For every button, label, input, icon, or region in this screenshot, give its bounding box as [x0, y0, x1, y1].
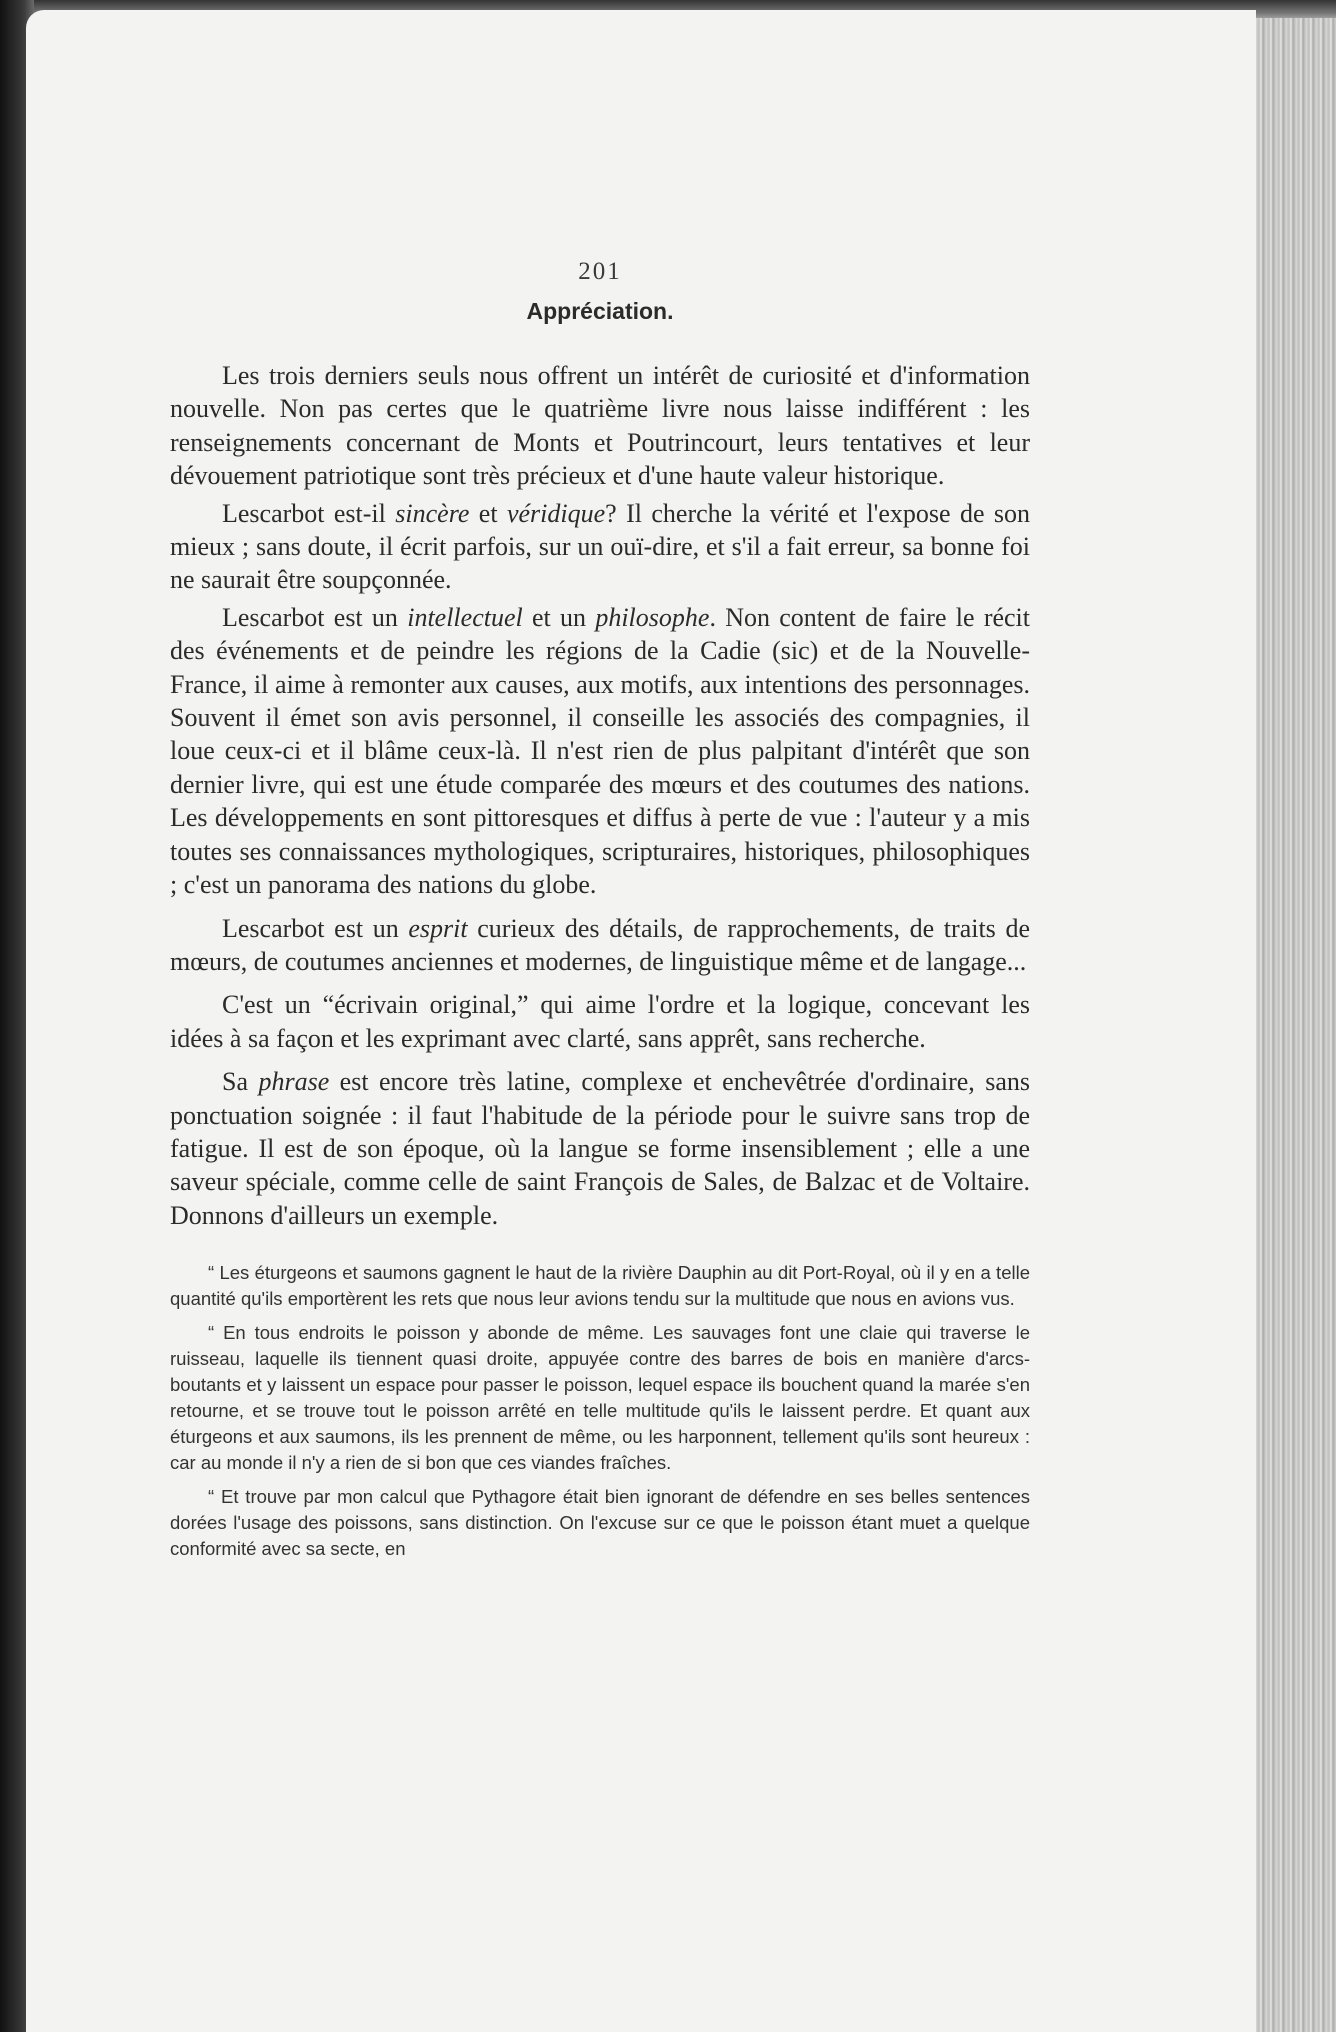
page-number: 201: [578, 258, 622, 285]
paragraph-4: Lescarbot est un esprit curieux des détails, de rapprochements, de traits de mœurs, de coutumes anciennes et modernes, de linguistique même et de langage...: [170, 913, 1030, 976]
paragraph-6: Sa phrase est encore très latine, complexe et enchevêtrée d'ordinaire, sans ponctuation soignée : il faut l'habitude de la période pour le suivre sans trop de fatigue. Il est de son époque, où la langue se forme insensiblement ; elle a une saveur spéciale, comme celle de saint François de Sales, de Balzac et de Voltaire. Donnons d'ailleurs un exemple.: [170, 1067, 1030, 1230]
paragraph-5: C'est un “écrivain original,” qui aime l'ordre et la logique, concevant les idées à sa façon et les exprimant avec clarté, sans apprêt, sans recherche.: [170, 990, 1030, 1053]
page-edges: [1256, 18, 1336, 2032]
page-content: [170, 258, 1030, 1570]
body-text: [170, 359, 1030, 1232]
section-title: Appréciation.: [526, 298, 674, 324]
quoted-passage: [170, 1260, 1030, 1562]
quote-3: “ Et trouve par mon calcul que Pythagore était bien ignorant de défendre en ses belles sentences dorées l'usage des poissons, sans distinction. On l'excuse sur ce que le poisson étant muet a quelque conformité avec sa secte, en: [170, 1486, 1030, 1560]
paragraph-2: Lescarbot est-il sincère et véridique? Il cherche la vérité et l'expose de son mieux ; sans doute, il écrit parfois, sur un ouï-dire, et s'il a fait erreur, sa bonne foi ne saurait être soupçonnée.: [170, 498, 1031, 595]
paragraph-1: Les trois derniers seuls nous offrent un intérêt de curiosité et d'information nouvelle. Non pas certes que le quatrième livre nous laisse indifférent : les renseignements concernant de Monts et Poutrincourt, leurs tentatives et leur dévouement patriotique sont très précieux et d'une haute valeur historique.: [170, 361, 1030, 491]
quote-2: “ En tous endroits le poisson y abonde de même. Les sauvages font une claie qui traverse le ruisseau, laquelle ils tiennent quasi droite, appuyée contre des barres de bois en manière d'arcs-boutants et y laissent un espace pour passer le poisson, lequel espace ils bouchent quand la marée s'en retourne, et se trouve tout le poisson arrêté en telle multitude qu'ils le laissent perdre. Et quant aux éturgeons et aux saumons, ils les prennent de même, ou les harponnent, tellement qu'ils sont heureux : car au monde il n'y a rien de si bon que ces viandes fraîches.: [170, 1322, 1030, 1474]
quote-1: “ Les éturgeons et saumons gagnent le haut de la rivière Dauphin au dit Port-Royal, où il y en a telle quantité qu'ils emportèrent les rets que nous leur avions tendu sur la multitude que nous en avions vus.: [170, 1262, 1030, 1310]
paragraph-3: Lescarbot est un intellectuel et un philosophe. Non content de faire le récit des événements et de peindre les régions de la Cadie (sic) et de la Nouvelle-France, il aime à remonter aux causes, aux motifs, aux intentions des personnages. Souvent il émet son avis personnel, il conseille les associés des compagnies, il loue ceux-ci et il blâme ceux-là. Il n'est rien de plus palpitant d'intérêt que son dernier livre, qui est une étude comparée des mœurs et des coutumes des nations. Les développements en sont pittoresques et diffus à perte de vue : l'auteur y a mis toutes ses connaissances mythologiques, scripturaires, historiques, philosophiques ; c'est un panorama des nations du globe.: [170, 602, 1030, 900]
